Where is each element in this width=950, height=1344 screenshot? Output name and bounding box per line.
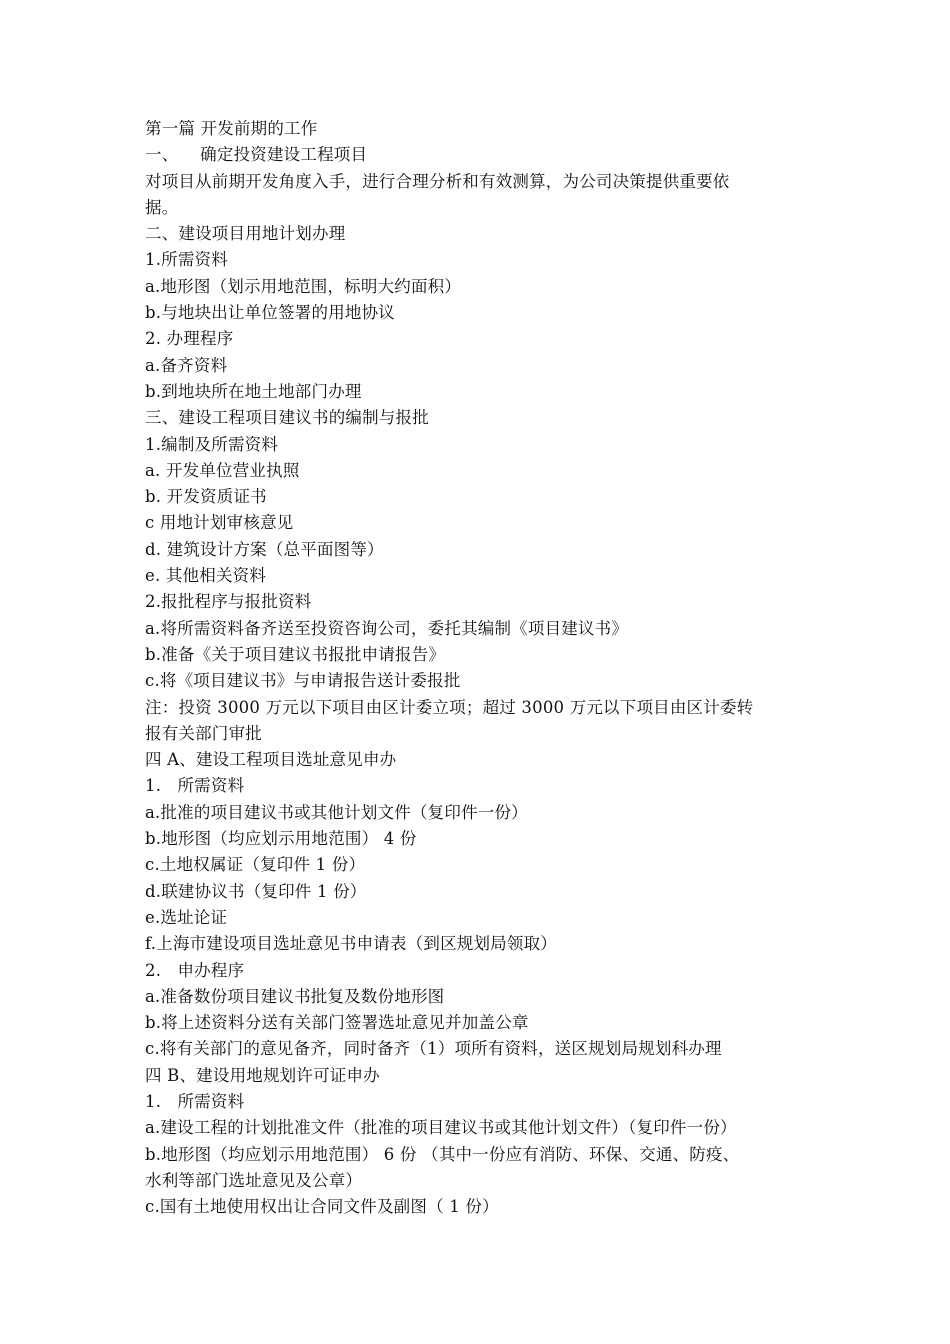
list-item: a.建设工程的计划批准文件（批准的项目建议书或其他计划文件）（复印件一份） bbox=[145, 1118, 737, 1138]
list-item: b.与地块出让单位签署的用地协议 bbox=[145, 303, 396, 323]
paragraph-line: 对项目从前期开发角度入手，进行合理分析和有效测算，为公司决策提供重要依 bbox=[145, 171, 730, 191]
section-heading: 四 A、建设工程项目选址意见申办 bbox=[145, 750, 397, 770]
document-body bbox=[145, 116, 810, 1220]
section-heading: 一、 确定投资建设工程项目 bbox=[145, 145, 368, 165]
list-item: e.选址论证 bbox=[145, 907, 228, 927]
list-item: b.将上述资料分送有关部门签署选址意见并加盖公章 bbox=[145, 1013, 529, 1033]
list-item: d. 建筑设计方案（总平面图等） bbox=[145, 539, 384, 559]
section-heading: 三、建设工程项目建议书的编制与报批 bbox=[145, 408, 429, 428]
list-item: b.地形图（均应划示用地范围） 4 份 bbox=[145, 829, 417, 849]
list-item: c.将有关部门的意见备齐，同时备齐（1）项所有资料，送区规划局规划科办理 bbox=[145, 1039, 722, 1059]
subsection-heading: 1.编制及所需资料 bbox=[145, 434, 279, 454]
note-line: 注：投资 3000 万元以下项目由区计委立项；超过 3000 万元以下项目由区计委转 bbox=[145, 697, 754, 717]
list-item: a. 开发单位营业执照 bbox=[145, 460, 300, 480]
section-heading: 四 B、建设用地规划许可证申办 bbox=[145, 1065, 380, 1085]
list-item: a.地形图（划示用地范围，标明大约面积） bbox=[145, 276, 462, 296]
list-item: 水利等部门选址意见及公章） bbox=[145, 1170, 363, 1190]
list-item: f.上海市建设项目选址意见书申请表（到区规划局领取） bbox=[145, 934, 557, 954]
subsection-heading: 1.所需资料 bbox=[145, 250, 228, 270]
list-item: c.土地权属证（复印件 1 份） bbox=[145, 855, 366, 875]
note-line: 报有关部门审批 bbox=[145, 723, 262, 743]
subsection-heading: 2. 申办程序 bbox=[145, 960, 245, 980]
subsection-heading: 1. 所需资料 bbox=[145, 1091, 245, 1111]
list-item: c 用地计划审核意见 bbox=[145, 513, 294, 533]
list-item: d.联建协议书（复印件 1 份） bbox=[145, 881, 367, 901]
section-heading: 二、建设项目用地计划办理 bbox=[145, 224, 346, 244]
list-item: a.批准的项目建议书或其他计划文件（复印件一份） bbox=[145, 802, 528, 822]
list-item: a.备齐资料 bbox=[145, 355, 228, 375]
list-item: a.准备数份项目建议书批复及数份地形图 bbox=[145, 986, 445, 1006]
subsection-heading: 2. 办理程序 bbox=[145, 329, 234, 349]
chapter-title: 第一篇 开发前期的工作 bbox=[145, 119, 318, 138]
subsection-heading: 1. 所需资料 bbox=[145, 776, 245, 796]
paragraph-line: 据。 bbox=[145, 197, 179, 217]
list-item: c.国有土地使用权出让合同文件及副图（ 1 份） bbox=[145, 1197, 499, 1217]
list-item: b. 开发资质证书 bbox=[145, 487, 267, 507]
list-item: b.到地块所在地土地部门办理 bbox=[145, 381, 362, 401]
list-item: a.将所需资料备齐送至投资咨询公司，委托其编制《项目建议书》 bbox=[145, 618, 629, 638]
list-item: b.地形图（均应划示用地范围） 6 份 （其中一份应有消防、环保、交通、防疫、 bbox=[145, 1144, 740, 1164]
list-item: e. 其他相关资料 bbox=[145, 566, 267, 586]
list-item: b.准备《关于项目建议书报批申请报告》 bbox=[145, 644, 446, 664]
subsection-heading: 2.报批程序与报批资料 bbox=[145, 592, 312, 612]
list-item: c.将《项目建议书》与申请报告送计委报批 bbox=[145, 671, 461, 691]
